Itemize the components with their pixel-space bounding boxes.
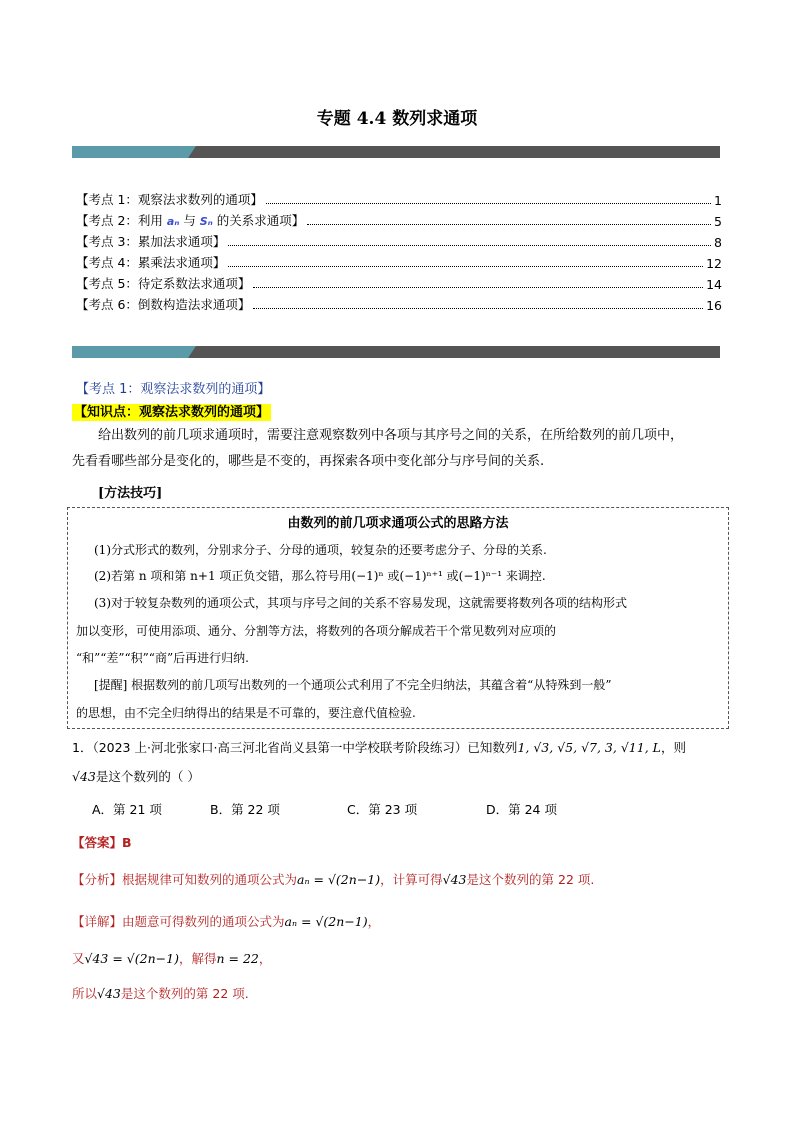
method-item-3b: 加以变形，可使用添项、通分、分割等方法，将数列的各项分解成若干个常见数列对应项的 — [76, 624, 557, 638]
toc-page-number: 8 — [714, 235, 722, 250]
method-box-title: 由数列的前几项求通项公式的思路方法 — [287, 516, 509, 531]
answer-value: B — [122, 835, 132, 850]
header-divider-bar — [72, 146, 720, 158]
detail-line-3: 所以√43是这个数列的第 22 项. — [72, 986, 249, 1001]
option-c[interactable]: C．第 23 项 — [347, 802, 418, 817]
method-label: [方法技巧] — [98, 486, 163, 501]
variable-a-n: aₙ — [166, 215, 180, 228]
toc-page-number: 1 — [714, 193, 722, 208]
toc-page-number: 14 — [706, 277, 722, 292]
analysis-label: 【分析】 — [72, 872, 123, 887]
intro-line-2: 先看看哪些部分是变化的，哪些是不变的，再探索各项中变化部分与序号间的关系. — [72, 454, 545, 469]
toc-page-number: 12 — [706, 256, 722, 271]
toc-page-number: 16 — [706, 298, 722, 313]
method-box — [67, 507, 729, 729]
page-title: 专题 4.4 数列求通项 — [316, 109, 478, 129]
option-a[interactable]: A．第 21 项 — [92, 802, 162, 817]
detail-line-1: 【详解】由题意可得数列的通项公式为aₙ = √(2n−1)， — [72, 914, 381, 929]
section-divider-bar — [72, 346, 720, 358]
method-item-1: (1)分式形式的数列，分别求分子、分母的通项，较复杂的还要考虑分子、分母的关系. — [94, 543, 547, 557]
detail-line-2: 又√43 = √(2n−1)，解得n = 22， — [72, 951, 272, 966]
option-d[interactable]: D．第 24 项 — [486, 802, 557, 817]
toc-item-5[interactable]: 【考点 5：待定系数法求通项】 14 — [76, 276, 722, 292]
analysis-line: 【分析】根据规律可知数列的通项公式为aₙ = √(2n−1)，计算可得√43是这个数列的第 22 项. — [72, 872, 595, 887]
method-item-3a: (3)对于较复杂数列的通项公式，其项与序号之间的关系不容易发现，这就需要将数列各项的结构形式 — [94, 596, 628, 610]
answer-label: 【答案】 — [72, 835, 123, 850]
toc-item-3[interactable]: 【考点 3：累加法求通项】 8 — [76, 234, 722, 250]
method-reminder-a: [提醒] 根据数列的前几项写出数列的一个通项公式利用了不完全归纳法，其蕴含着“从特殊到一般” — [94, 678, 612, 692]
toc-item-2[interactable]: 【考点 2：利用 aₙ 与 Sₙ 的关系求通项】 5 — [76, 213, 722, 229]
question-1-line-2: √43是这个数列的（ ） — [72, 769, 200, 784]
method-item-2: (2)若第 n 项和第 n+1 项正负交错，那么符号用(−1)ⁿ 或(−1)ⁿ⁺¹ 或(−1)ⁿ⁻¹ 来调控. — [94, 569, 546, 583]
toc-page-number: 5 — [714, 214, 722, 229]
detail-label: 【详解】 — [72, 914, 123, 929]
toc-item-1[interactable]: 【考点 1：观察法求数列的通项】 1 — [76, 192, 722, 208]
answer-line — [72, 833, 132, 851]
intro-line-1: 给出数列的前几项求通项时，需要注意观察数列中各项与其序号之间的关系，在所给数列的前几项中， — [98, 428, 684, 443]
toc-item-4[interactable]: 【考点 4：累乘法求通项】 12 — [76, 255, 722, 271]
method-reminder-b: 的思想，由不完全归纳得出的结果是不可靠的，要注意代值检验. — [76, 706, 416, 720]
section-heading: 【考点 1：观察法求数列的通项】 — [76, 382, 271, 397]
question-1: 1．（2023 上·河北张家口·高三河北省尚义县第一中学校联考阶段练习）已知数列1, √3, √5, √7, 3, √11, L，则 — [72, 740, 686, 755]
knowledge-point-label: 【知识点：观察法求数列的通项】 — [74, 405, 270, 420]
method-item-3c: “和”“差”“积”“商”后再进行归纳. — [76, 651, 249, 665]
sequence-formula: 1, √3, √5, √7, 3, √11, L — [517, 740, 661, 755]
option-b[interactable]: B．第 22 项 — [210, 802, 280, 817]
toc-item-6[interactable]: 【考点 6：倒数构造法求通项】 16 — [76, 297, 722, 313]
variable-s-n: Sₙ — [199, 215, 213, 228]
